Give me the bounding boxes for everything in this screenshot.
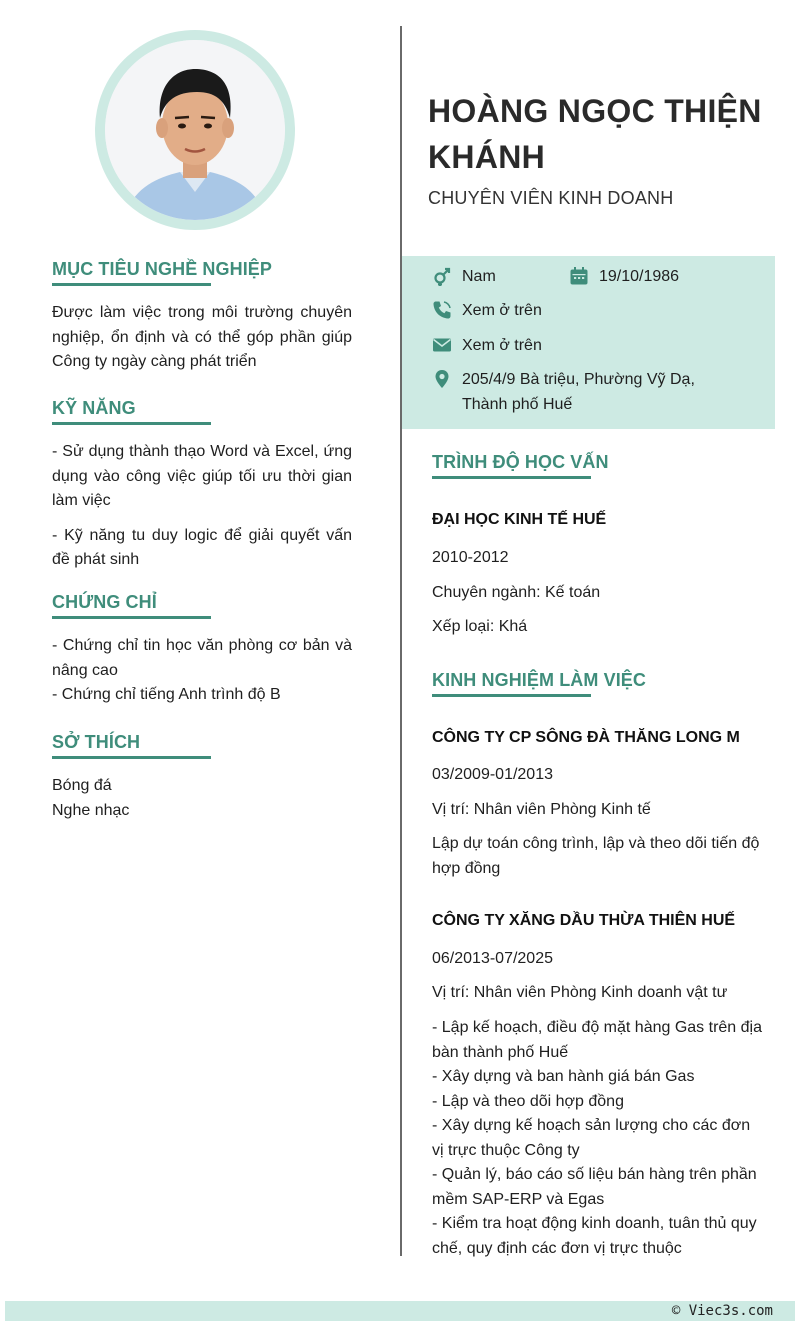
hobbies-title: SỞ THÍCH	[52, 732, 141, 752]
phone-value: Xem ở trên	[462, 302, 542, 319]
candidate-name: HOÀNG NGỌC THIỆN KHÁNH	[428, 93, 762, 175]
address-line-1: 205/4/9 Bà triệu, Phường Vỹ Dạ,	[462, 371, 695, 388]
skills-section	[52, 398, 352, 573]
skill-item: - Sử dụng thành thạo Word và Excel, ứng dụng vào công việc giúp tối ưu thời gian làm việc	[52, 443, 352, 509]
job-position: Vị trí: Nhân viên Phòng Kinh doanh vật tư	[432, 984, 728, 1001]
job-duty-item: - Xây dựng kế hoạch sản lượng cho các đơn vị trực thuộc Công ty	[432, 1117, 751, 1159]
person-photo-icon	[105, 40, 285, 220]
job-duty-item: - Kiểm tra hoạt động kinh doanh, tuân thủ quy chế, quy định các đơn vị trực thuộc	[432, 1215, 757, 1257]
calendar-icon	[569, 266, 589, 286]
certificate-item: - Chứng chỉ tiếng Anh trình độ B	[52, 686, 281, 703]
contact-panel	[402, 256, 775, 429]
hobby-item: Bóng đá	[52, 777, 112, 794]
job-description	[432, 1016, 762, 1261]
education-title-underline	[432, 476, 591, 479]
gender-icon	[432, 267, 452, 287]
certificates-title-underline	[52, 616, 211, 619]
education-rank: Xếp loại: Khá	[432, 618, 528, 635]
avatar	[95, 30, 295, 230]
skill-item: - Kỹ năng tu duy logic để giải quyết vấn đề phát sinh	[52, 526, 352, 568]
job-duty-item: - Xây dựng và ban hành giá bán Gas	[432, 1068, 695, 1085]
job-duty-item: - Lập và theo dõi hợp đồng	[432, 1092, 624, 1110]
email-icon	[432, 335, 452, 355]
address-line-2: Thành phố Huế	[462, 396, 573, 413]
education-section	[432, 452, 772, 479]
column-divider	[400, 26, 402, 1256]
profile-photo	[105, 40, 285, 220]
job-company: CÔNG TY CP SÔNG ĐÀ THĂNG LONG M	[432, 729, 740, 746]
education-major: Chuyên ngành: Kế toán	[432, 584, 601, 601]
job-position: Vị trí: Nhân viên Phòng Kinh tế	[432, 801, 651, 818]
objective-section	[52, 259, 352, 375]
location-pin-icon	[432, 369, 452, 389]
school-name: ĐẠI HỌC KINH TẾ HUẾ	[432, 511, 607, 528]
job-company: CÔNG TY XĂNG DẦU THỪA THIÊN HUẾ	[432, 912, 736, 929]
experience-title-underline	[432, 694, 591, 697]
education-period: 2010-2012	[432, 549, 509, 566]
birthday-value: 19/10/1986	[599, 268, 680, 285]
phone-icon	[432, 300, 452, 320]
copyright-text: © Viec3s.com	[671, 1303, 773, 1319]
gender-value: Nam	[462, 268, 496, 285]
objective-title-underline	[52, 283, 211, 286]
experience-title: KINH NGHIỆM LÀM VIỆC	[432, 670, 647, 690]
job-description: Lập dự toán công trình, lập và theo dõi tiến độ hợp đồng	[432, 835, 760, 877]
objective-title: MỤC TIÊU NGHỀ NGHIỆP	[52, 259, 273, 279]
skills-title: KỸ NĂNG	[52, 398, 136, 418]
footer-bar	[5, 1301, 795, 1321]
hobbies-section	[52, 732, 352, 823]
objective-text: Được làm việc trong môi trường chuyên nghiệp, ổn định và có thể góp phần giúp Công ty ngày càng phát triển	[52, 304, 352, 370]
job-period: 03/2009-01/2013	[432, 766, 553, 783]
job-title: CHUYÊN VIÊN KINH DOANH	[428, 188, 674, 208]
education-title: TRÌNH ĐỘ HỌC VẤN	[432, 452, 609, 472]
job-period: 06/2013-07/2025	[432, 950, 553, 967]
job-duty-item: - Quản lý, báo cáo số liệu bán hàng trên phần mềm SAP-ERP và Egas	[432, 1166, 757, 1208]
hobbies-title-underline	[52, 756, 211, 759]
experience-section	[432, 670, 772, 697]
job-duty-item: - Lập kế hoạch, điều độ mặt hàng Gas trên địa bàn thành phố Huế	[432, 1019, 762, 1061]
certificates-section	[52, 592, 352, 708]
skills-title-underline	[52, 422, 211, 425]
hobby-item: Nghe nhạc	[52, 801, 130, 819]
certificates-title: CHỨNG CHỈ	[52, 592, 157, 612]
email-value: Xem ở trên	[462, 337, 542, 354]
certificate-item: - Chứng chỉ tin học văn phòng cơ bản và nâng cao	[52, 637, 352, 679]
